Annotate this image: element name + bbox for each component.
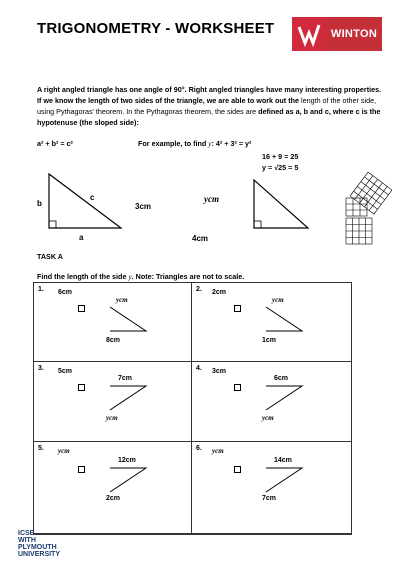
example-eq: : 4² + 3² = y² <box>211 139 252 148</box>
question-triangle <box>108 384 148 412</box>
question-number: 4. <box>196 365 202 372</box>
question-number: 5. <box>38 445 44 452</box>
answer-checkbox[interactable] <box>78 384 85 391</box>
question-cell-1 <box>34 283 192 362</box>
label-4cm: 4cm <box>192 234 209 243</box>
question-number: 2. <box>196 286 202 293</box>
side-hyp: 12cm <box>118 457 136 464</box>
side-bottom: 1cm <box>262 337 277 344</box>
intro-paragraph <box>37 84 387 128</box>
question-number: 1. <box>38 286 44 293</box>
task-instruction <box>37 272 244 281</box>
winton-logo <box>292 17 382 51</box>
side-hyp: 14cm <box>274 457 292 464</box>
answer-checkbox[interactable] <box>78 305 85 312</box>
example-line <box>138 139 251 148</box>
side-bottom: 7cm <box>262 495 277 502</box>
intro-bold-1: A right angled triangle has one angle of 90°. Right angled triangles have many interesting properties. If we know the length of two sides of the triangle, we are able to work out the <box>37 85 382 105</box>
side-bottom: ycm <box>106 414 118 422</box>
question-cell-2 <box>192 283 351 362</box>
logo-text: WINTON <box>326 17 382 51</box>
side-hyp: ycm <box>272 296 284 304</box>
side-bottom: ycm <box>262 414 274 422</box>
pythagoras-formula: a² + b² = c² <box>37 139 73 148</box>
intro-normal: length of the other side, using Pythagoras' theorem. In the Pythagoras theorem, the sides are <box>37 96 377 116</box>
question-triangle <box>108 305 148 333</box>
side-bottom: 8cm <box>106 337 121 344</box>
label-b: b <box>37 199 42 208</box>
label-ycm: ycm <box>204 194 219 204</box>
answer-checkbox[interactable] <box>78 466 85 473</box>
question-triangle <box>108 466 148 494</box>
footer-line-4: UNIVERSITY <box>18 551 61 558</box>
question-cell-4 <box>192 362 351 442</box>
side-top: 3cm <box>212 368 227 375</box>
side-hyp: ycm <box>116 296 128 304</box>
question-triangle <box>264 384 304 412</box>
side-hyp: 7cm <box>118 375 133 382</box>
label-3cm: 3cm <box>135 202 152 211</box>
example-triangle <box>250 176 312 232</box>
side-top: 2cm <box>212 289 227 296</box>
side-hyp: 6cm <box>274 375 289 382</box>
question-triangle <box>264 305 304 333</box>
answer-checkbox[interactable] <box>234 305 241 312</box>
triangle-abc <box>45 170 125 232</box>
instruction-pre: Find the length of the side <box>37 272 127 281</box>
instruction-post: . Note: Triangles are not to scale. <box>131 272 245 281</box>
question-cell-5 <box>34 442 192 534</box>
questions-grid <box>33 282 352 535</box>
intro-bold-2: defined as a, b and c, where c is the hypotenuse (the sloped side): <box>37 107 381 127</box>
example-step-1: 16 + 9 = 25 <box>262 152 299 161</box>
label-a: a <box>79 233 84 242</box>
label-c: c <box>90 193 95 202</box>
side-top: 5cm <box>58 368 73 375</box>
example-var: y <box>208 140 212 148</box>
question-cell-6 <box>192 442 351 534</box>
question-cell-3 <box>34 362 192 442</box>
question-triangle <box>264 466 304 494</box>
answer-checkbox[interactable] <box>234 384 241 391</box>
side-bottom: 2cm <box>106 495 121 502</box>
instruction-var: y <box>128 273 132 281</box>
question-number: 3. <box>38 365 44 372</box>
footer-line-1: ICSE <box>18 530 35 537</box>
winton-mark-icon <box>292 17 326 51</box>
icse-plymouth-logo <box>18 530 60 558</box>
pythagoras-squares-illustration <box>320 172 392 246</box>
question-number: 6. <box>196 445 202 452</box>
side-top: 6cm <box>58 289 73 296</box>
example-step-2: y = √25 = 5 <box>262 163 299 172</box>
answer-checkbox[interactable] <box>234 466 241 473</box>
page-title: TRIGONOMETRY - WORKSHEET <box>37 20 275 37</box>
task-label: TASK A <box>37 252 63 261</box>
footer-line-3: PLYMOUTH <box>18 544 57 551</box>
example-label: For example, to find <box>138 139 207 148</box>
side-top: ycm <box>58 447 70 455</box>
side-top: ycm <box>212 447 224 455</box>
footer-line-2: WITH <box>18 537 36 544</box>
